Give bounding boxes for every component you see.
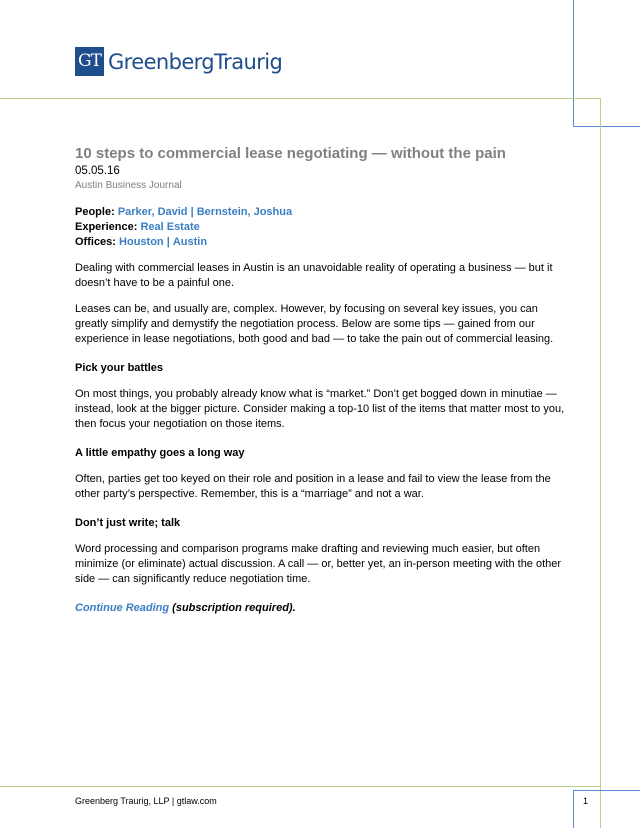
article-date: 05.05.16 (75, 165, 120, 177)
subscription-note: (subscription required). (172, 602, 296, 614)
office-link-austin[interactable]: Austin (172, 236, 208, 248)
heading-pick-your-battles: Pick your battles (75, 362, 164, 374)
article (75, 144, 570, 616)
company-logo (75, 47, 282, 76)
offices-colon: : (112, 236, 116, 248)
experience-link[interactable]: Real Estate (140, 221, 200, 233)
logo-name: GreenbergTraurig (108, 49, 283, 74)
paragraph-market: On most things, you probably already know what is “market.” Don’t get bogged down in minutiae — instead, look at the bigger picture. Consider making a top-10 list of the items that matter most to you, then focus your negotiation on those items. (75, 388, 565, 430)
experience-colon: : (133, 221, 138, 233)
paragraph-intro: Dealing with commercial leases in Austin is an unavoidable reality of operating a business — but it doesn’t have to be a painful one. (75, 262, 553, 289)
experience-label: Experience (75, 221, 134, 233)
people-label: People (75, 206, 112, 218)
person-link-bernstein[interactable]: Bernstein, Joshua (196, 206, 293, 218)
frame-line-bottom-right-horizontal (573, 790, 640, 791)
frame-line-top (0, 98, 601, 99)
frame-line-top-right-horizontal (573, 126, 640, 127)
people-row (75, 205, 570, 220)
offices-row (75, 235, 570, 250)
continue-reading-line (75, 601, 570, 616)
continue-reading-link[interactable]: Continue Reading (75, 602, 170, 614)
people-separator: | (190, 206, 194, 218)
offices-separator: | (166, 236, 170, 248)
page-number: 1 (583, 796, 589, 806)
person-link-parker[interactable]: Parker, David (117, 206, 188, 218)
article-title: 10 steps to commercial lease negotiating — without the pain (75, 145, 506, 162)
experience-row (75, 220, 570, 235)
offices-label: Offices (75, 236, 113, 248)
paragraph-perspective: Often, parties get too keyed on their role and position in a lease and fail to view the lease from the other party’s perspective. Remember, this is a “marriage” and not a war. (75, 473, 551, 500)
paragraph-complex: Leases can be, and usually are, complex. However, by focusing on several key issues, you can greatly simplify and demystify the negotiation process. Below are some tips — gained from our experience in lease negotiations, both good and bad — to take the pain out of commercial leasing. (75, 303, 554, 345)
footer-text: Greenberg Traurig, LLP | gtlaw.com (75, 796, 217, 806)
frame-line-top-right-vertical (573, 0, 574, 127)
office-link-houston[interactable]: Houston (119, 236, 164, 248)
frame-line-right (600, 98, 601, 828)
people-colon: : (111, 206, 115, 218)
article-source: Austin Business Journal (75, 180, 182, 191)
paragraph-discussion: Word processing and comparison programs make drafting and reviewing much easier, but often minimize (or eliminate) actual discussion. A call — or, better yet, an in-person meeting with the other side — can significantly reduce negotiation time. (75, 543, 562, 585)
frame-line-bottom (0, 786, 601, 787)
heading-talk: Don’t just write; talk (75, 517, 181, 529)
frame-line-bottom-right-vertical (573, 790, 574, 828)
heading-empathy: A little empathy goes a long way (75, 447, 245, 459)
logo-mark: GT (75, 47, 104, 76)
article-meta (75, 205, 570, 250)
